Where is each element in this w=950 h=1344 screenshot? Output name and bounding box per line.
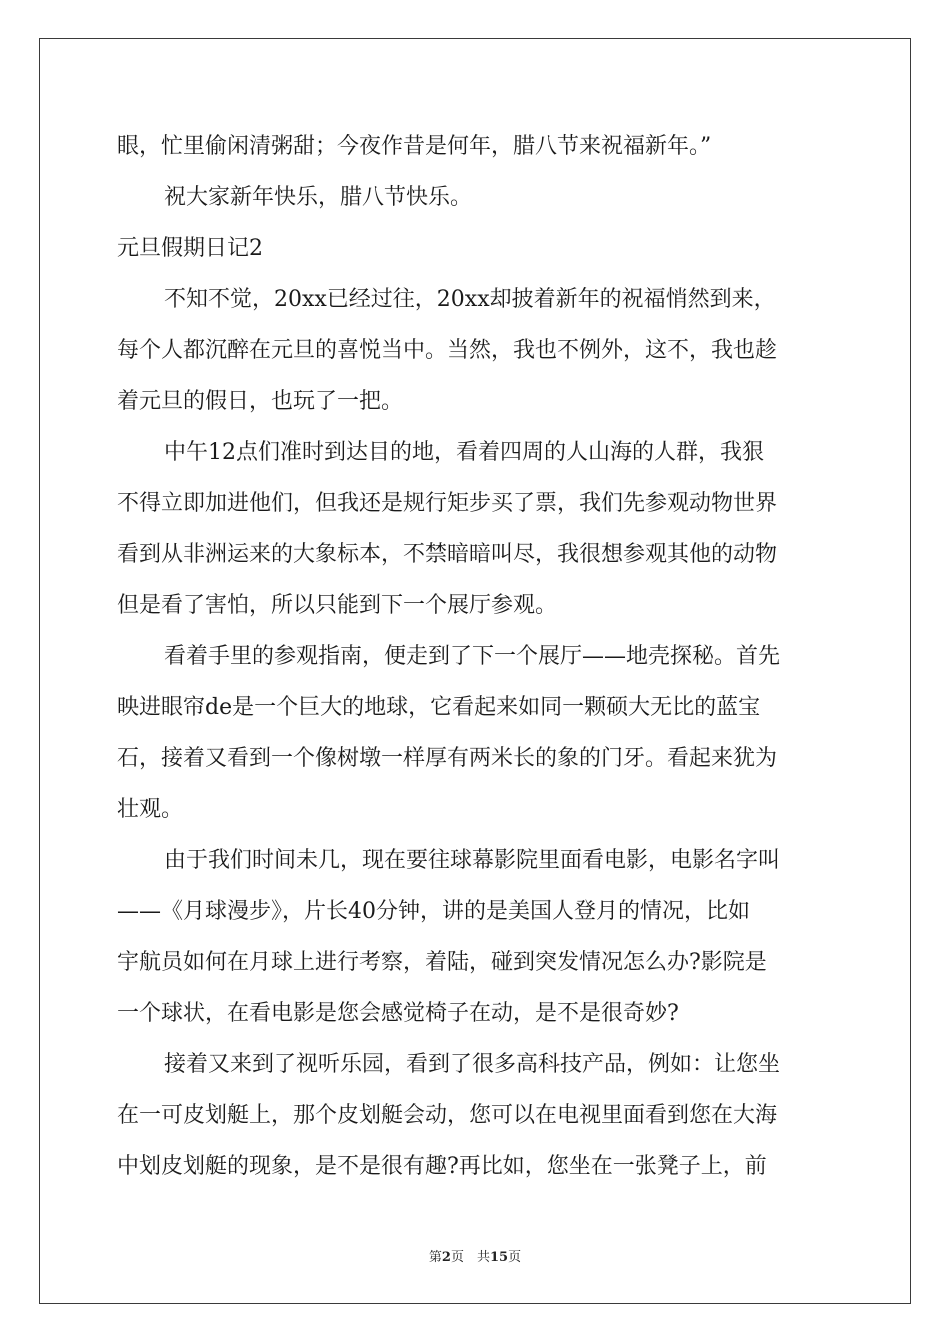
text-line: 不得立即加进他们，但我还是规行矩步买了票，我们先参观动物世界 xyxy=(117,491,778,516)
text-line: 石，接着又看到一个像树墩一样厚有两米长的象的门牙。看起来犹为 xyxy=(117,746,778,771)
text-line: 眼，忙里偷闲清粥甜；今夜作昔是何年，腊八节来祝福新年。” xyxy=(117,134,712,159)
text-line: 中午12点们准时到达目的地，看着四周的人山海的人群，我狠 xyxy=(164,440,764,465)
total-page-number: 15 xyxy=(489,1250,509,1265)
text-line: 宇航员如何在月球上进行考察，着陆，碰到突发情况怎么办?影院是 xyxy=(117,950,767,975)
text-line: 壮观。 xyxy=(117,797,184,822)
text-line: ——《月球漫步》，片长40分钟，讲的是美国人登月的情况，比如 xyxy=(117,899,750,924)
footer-mid: 页 共 xyxy=(450,1250,490,1265)
footer-prefix: 第 xyxy=(428,1250,442,1265)
document-body xyxy=(117,121,833,1192)
text-line: 祝大家新年快乐，腊八节快乐。 xyxy=(164,185,473,210)
text-line: 看到从非洲运来的大象标本，不禁暗暗叫尽，我很想参观其他的动物 xyxy=(117,542,778,567)
text-line: 在一可皮划艇上，那个皮划艇会动，您可以在电视里面看到您在大海 xyxy=(117,1103,778,1128)
text-line: 不知不觉，20xx已经过往，20xx却披着新年的祝福悄然到来， xyxy=(164,287,776,312)
text-line: 中划皮划艇的现象，是不是很有趣?再比如，您坐在一张凳子上，前 xyxy=(117,1154,767,1179)
text-line: 接着又来到了视听乐园，看到了很多高科技产品，例如：让您坐 xyxy=(164,1052,781,1077)
text-line: 看着手里的参观指南，便走到了下一个展厅——地壳探秘。首先 xyxy=(164,644,781,669)
current-page-number: 2 xyxy=(441,1250,451,1265)
text-line: 元旦假期日记2 xyxy=(117,236,263,261)
footer-suffix: 页 xyxy=(508,1250,522,1265)
text-line: 映进眼帘de是一个巨大的地球，它看起来如同一颗硕大无比的蓝宝 xyxy=(117,695,761,720)
page-footer xyxy=(0,1246,950,1265)
text-line: 着元旦的假日，也玩了一把。 xyxy=(117,389,404,414)
text-line: 但是看了害怕，所以只能到下一个展厅参观。 xyxy=(117,593,558,618)
text-line: 由于我们时间未几，现在要往球幕影院里面看电影，电影名字叫 xyxy=(164,848,781,873)
text-line: 一个球状，在看电影是您会感觉椅子在动，是不是很奇妙? xyxy=(117,1001,679,1026)
text-line: 每个人都沉醉在元旦的喜悦当中。当然，我也不例外，这不，我也趁 xyxy=(117,338,778,363)
